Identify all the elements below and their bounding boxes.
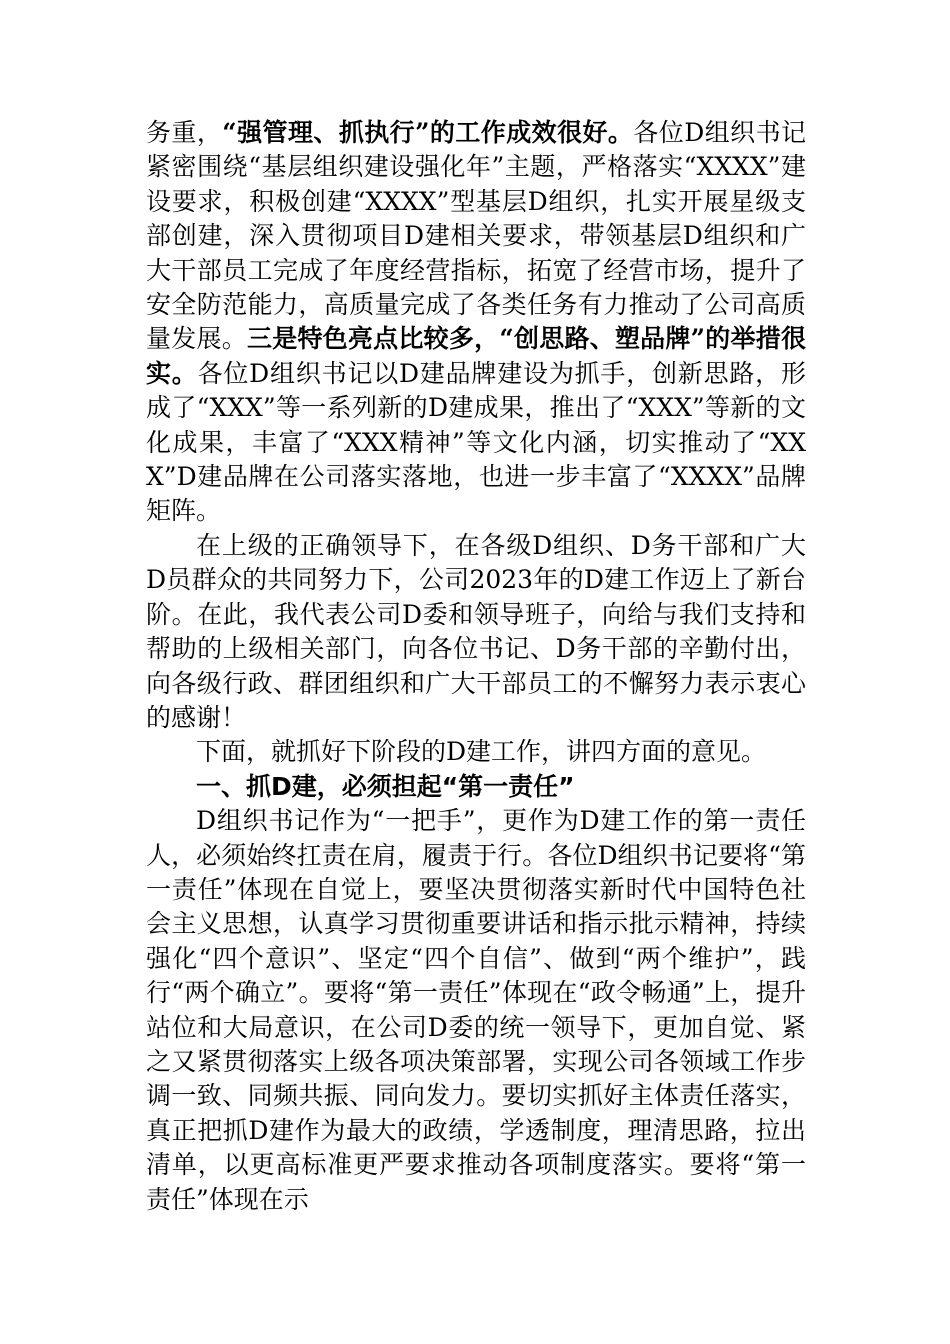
emphasis-text: “强管理、抓执行”的工作成效很好。 [222, 118, 634, 147]
paragraph-thanks: 在上级的正确领导下，在各级D组织、D务干部和广大D员群众的共同努力下，公司2023年的D建工作迈上了新台阶。在此，我代表公司D委和领导班子，向给与我们支持和帮助的上级相关部门，向各位书记、D务干部的辛勤付出，向各级行政、群团组织和广大干部员工的不懈努力表示衷心的感谢！ [146, 530, 806, 732]
paragraph-text: 各位D组织书记紧密围绕“基层组织建设强化年”主题，严格落实“XXXX”建设要求，积极创建“XXXX”型基层D组织，扎实开展星级支部创建，深入贯彻项目D建相关要求，带领基层D组织和广大干部员工完成了年度经营指标，拓宽了经营市场，提升了安全防范能力，高质量完成了各类任务有力推动了公司高质量发展。 [146, 118, 806, 354]
document-page [146, 116, 806, 1217]
paragraph-achievements [146, 116, 806, 529]
emphasis-text: 三是特色亮点比较多，“创思路、塑品牌”的举措很实。 [146, 324, 806, 388]
paragraph-text: 务重， [146, 118, 223, 147]
paragraph-responsibility: D组织书记作为“一把手”，更作为D建工作的第一责任人，必须始终扛责在肩，履责于行。各位D组织书记要将“第一责任”体现在自觉上，要坚决贯彻落实新时代中国特色社会主义思想，认真学习贯彻重要讲话和指示批示精神，持续强化“四个意识”、坚定“四个自信”、做到“两个维护”，践行“两个确立”。要将“第一责任”体现在“政令畅通”上，提升站位和大局意识，在公司D委的统一领导下，更加自觉、紧之又紧贯彻落实上级各项决策部署，实现公司各领域工作步调一致、同频共振、同向发力。要切实抓好主体责任落实，真正把抓D建作为最大的政绩，学透制度，理清思路，拉出清单，以更高标准更严要求推动各项制度落实。要将“第一责任”体现在示 [146, 806, 806, 1214]
paragraph-text: 各位D组织书记以D建品牌建设为抓手，创新思路，形成了“XXX”等一系列新的D建成果，推出了“XXX”等新的文化成果，丰富了“XXX精神”等文化内涵，切实推动了“XXX”D建品牌在公司落实落地，也进一步丰富了“XXXX”品牌矩阵。 [146, 358, 806, 526]
paragraph-intro: 下面，就抓好下阶段的D建工作，讲四方面的意见。 [196, 737, 767, 767]
section-heading: 一、抓D建，必须担起“第一责任” [196, 771, 575, 801]
